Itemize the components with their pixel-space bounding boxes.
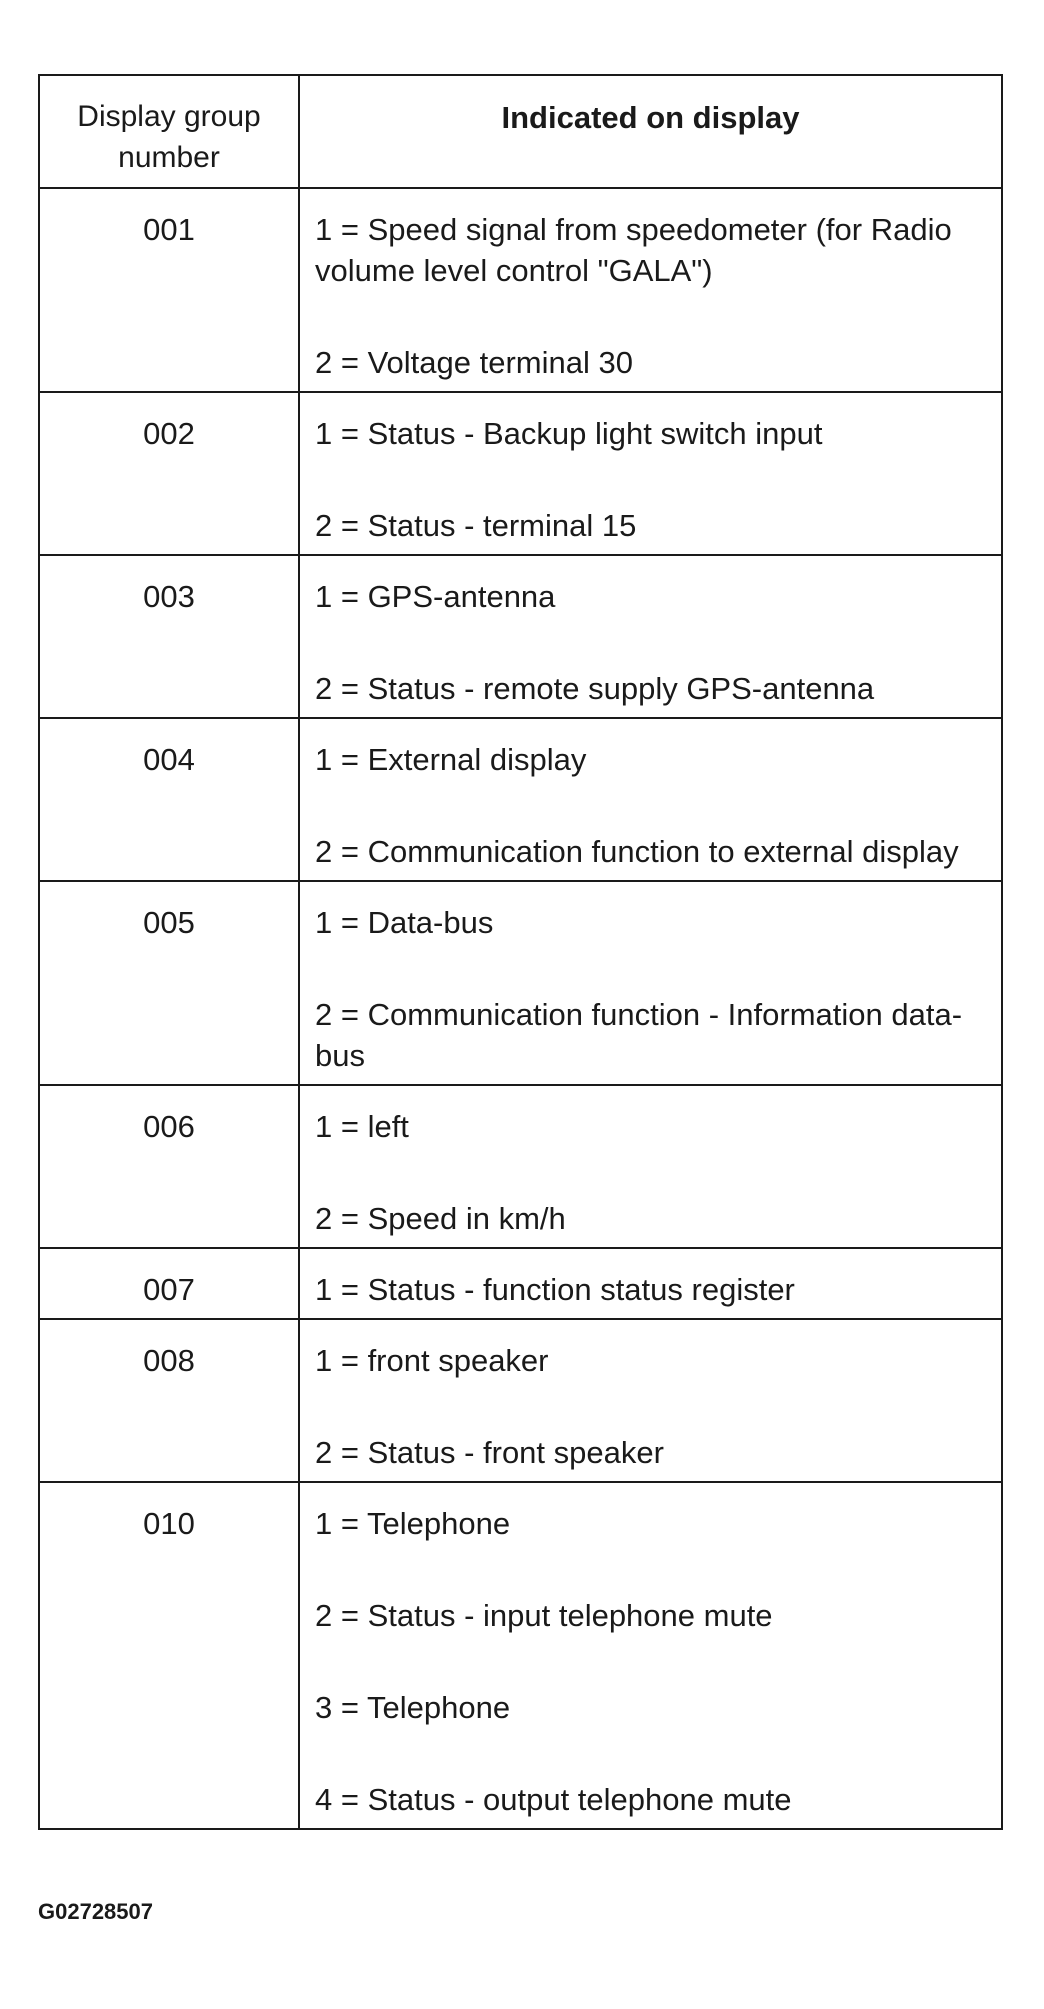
figure-code: G02728507: [38, 1899, 153, 1924]
indicated-line: 2 = Status - remote supply GPS-antenna: [315, 671, 875, 706]
indicated-on-display-cell: [299, 718, 1002, 881]
table-row: [39, 392, 1002, 555]
display-group-number: 005: [39, 881, 299, 1085]
indicated-line: 2 = Communication function - Information data-bus: [315, 997, 963, 1073]
display-group-number: 003: [39, 555, 299, 718]
display-group-number: 006: [39, 1085, 299, 1248]
indicated-line: 1 = Status - function status register: [315, 1272, 795, 1307]
table-row: [39, 1248, 1002, 1319]
table-row: [39, 881, 1002, 1085]
table-row: [39, 1085, 1002, 1248]
indicated-line: 1 = left: [315, 1109, 409, 1144]
indicated-line: 1 = Speed signal from speedometer (for Radio volume level control "GALA"): [315, 212, 952, 288]
table-header-row: [39, 75, 1002, 188]
indicated-line: 2 = Status - front speaker: [315, 1435, 664, 1470]
indicated-line: 1 = front speaker: [315, 1343, 549, 1378]
indicated-line: 2 = Speed in km/h: [315, 1201, 566, 1236]
display-group-number: 010: [39, 1482, 299, 1829]
indicated-line: 1 = Telephone: [315, 1506, 511, 1541]
table-row: [39, 1482, 1002, 1829]
indicated-line: 2 = Status - terminal 15: [315, 508, 637, 543]
table-row: [39, 188, 1002, 392]
indicated-line: 3 = Telephone: [315, 1690, 511, 1725]
table-row: [39, 718, 1002, 881]
indicated-line: 1 = Data-bus: [315, 905, 494, 940]
indicated-line: 1 = Status - Backup light switch input: [315, 416, 823, 451]
indicated-line: 2 = Voltage terminal 30: [315, 345, 633, 380]
indicated-line: 1 = GPS-antenna: [315, 579, 556, 614]
display-group-number: 001: [39, 188, 299, 392]
indicated-on-display-cell: [299, 1319, 1002, 1482]
indicated-on-display-cell: [299, 1085, 1002, 1248]
display-group-number: 004: [39, 718, 299, 881]
display-groups-table: [38, 74, 1003, 1830]
table-row: [39, 555, 1002, 718]
indicated-line: 2 = Communication function to external display: [315, 834, 959, 869]
display-group-number: 007: [39, 1248, 299, 1319]
display-group-number: 008: [39, 1319, 299, 1482]
indicated-line: 4 = Status - output telephone mute: [315, 1782, 792, 1817]
indicated-line: 1 = External display: [315, 742, 587, 777]
header-display-group-number-label: Display group number: [77, 100, 261, 174]
indicated-on-display-cell: [299, 1248, 1002, 1319]
indicated-on-display-cell: [299, 555, 1002, 718]
indicated-on-display-cell: [299, 881, 1002, 1085]
indicated-on-display-cell: [299, 392, 1002, 555]
header-display-group-number: [39, 75, 299, 188]
indicated-on-display-cell: [299, 1482, 1002, 1829]
table-row: [39, 1319, 1002, 1482]
indicated-line: 2 = Status - input telephone mute: [315, 1598, 773, 1633]
display-group-number: 002: [39, 392, 299, 555]
header-indicated-on-display: [299, 75, 1002, 188]
table-body: [39, 188, 1002, 1829]
indicated-on-display-cell: [299, 188, 1002, 392]
header-indicated-on-display-label: Indicated on display: [501, 100, 800, 135]
